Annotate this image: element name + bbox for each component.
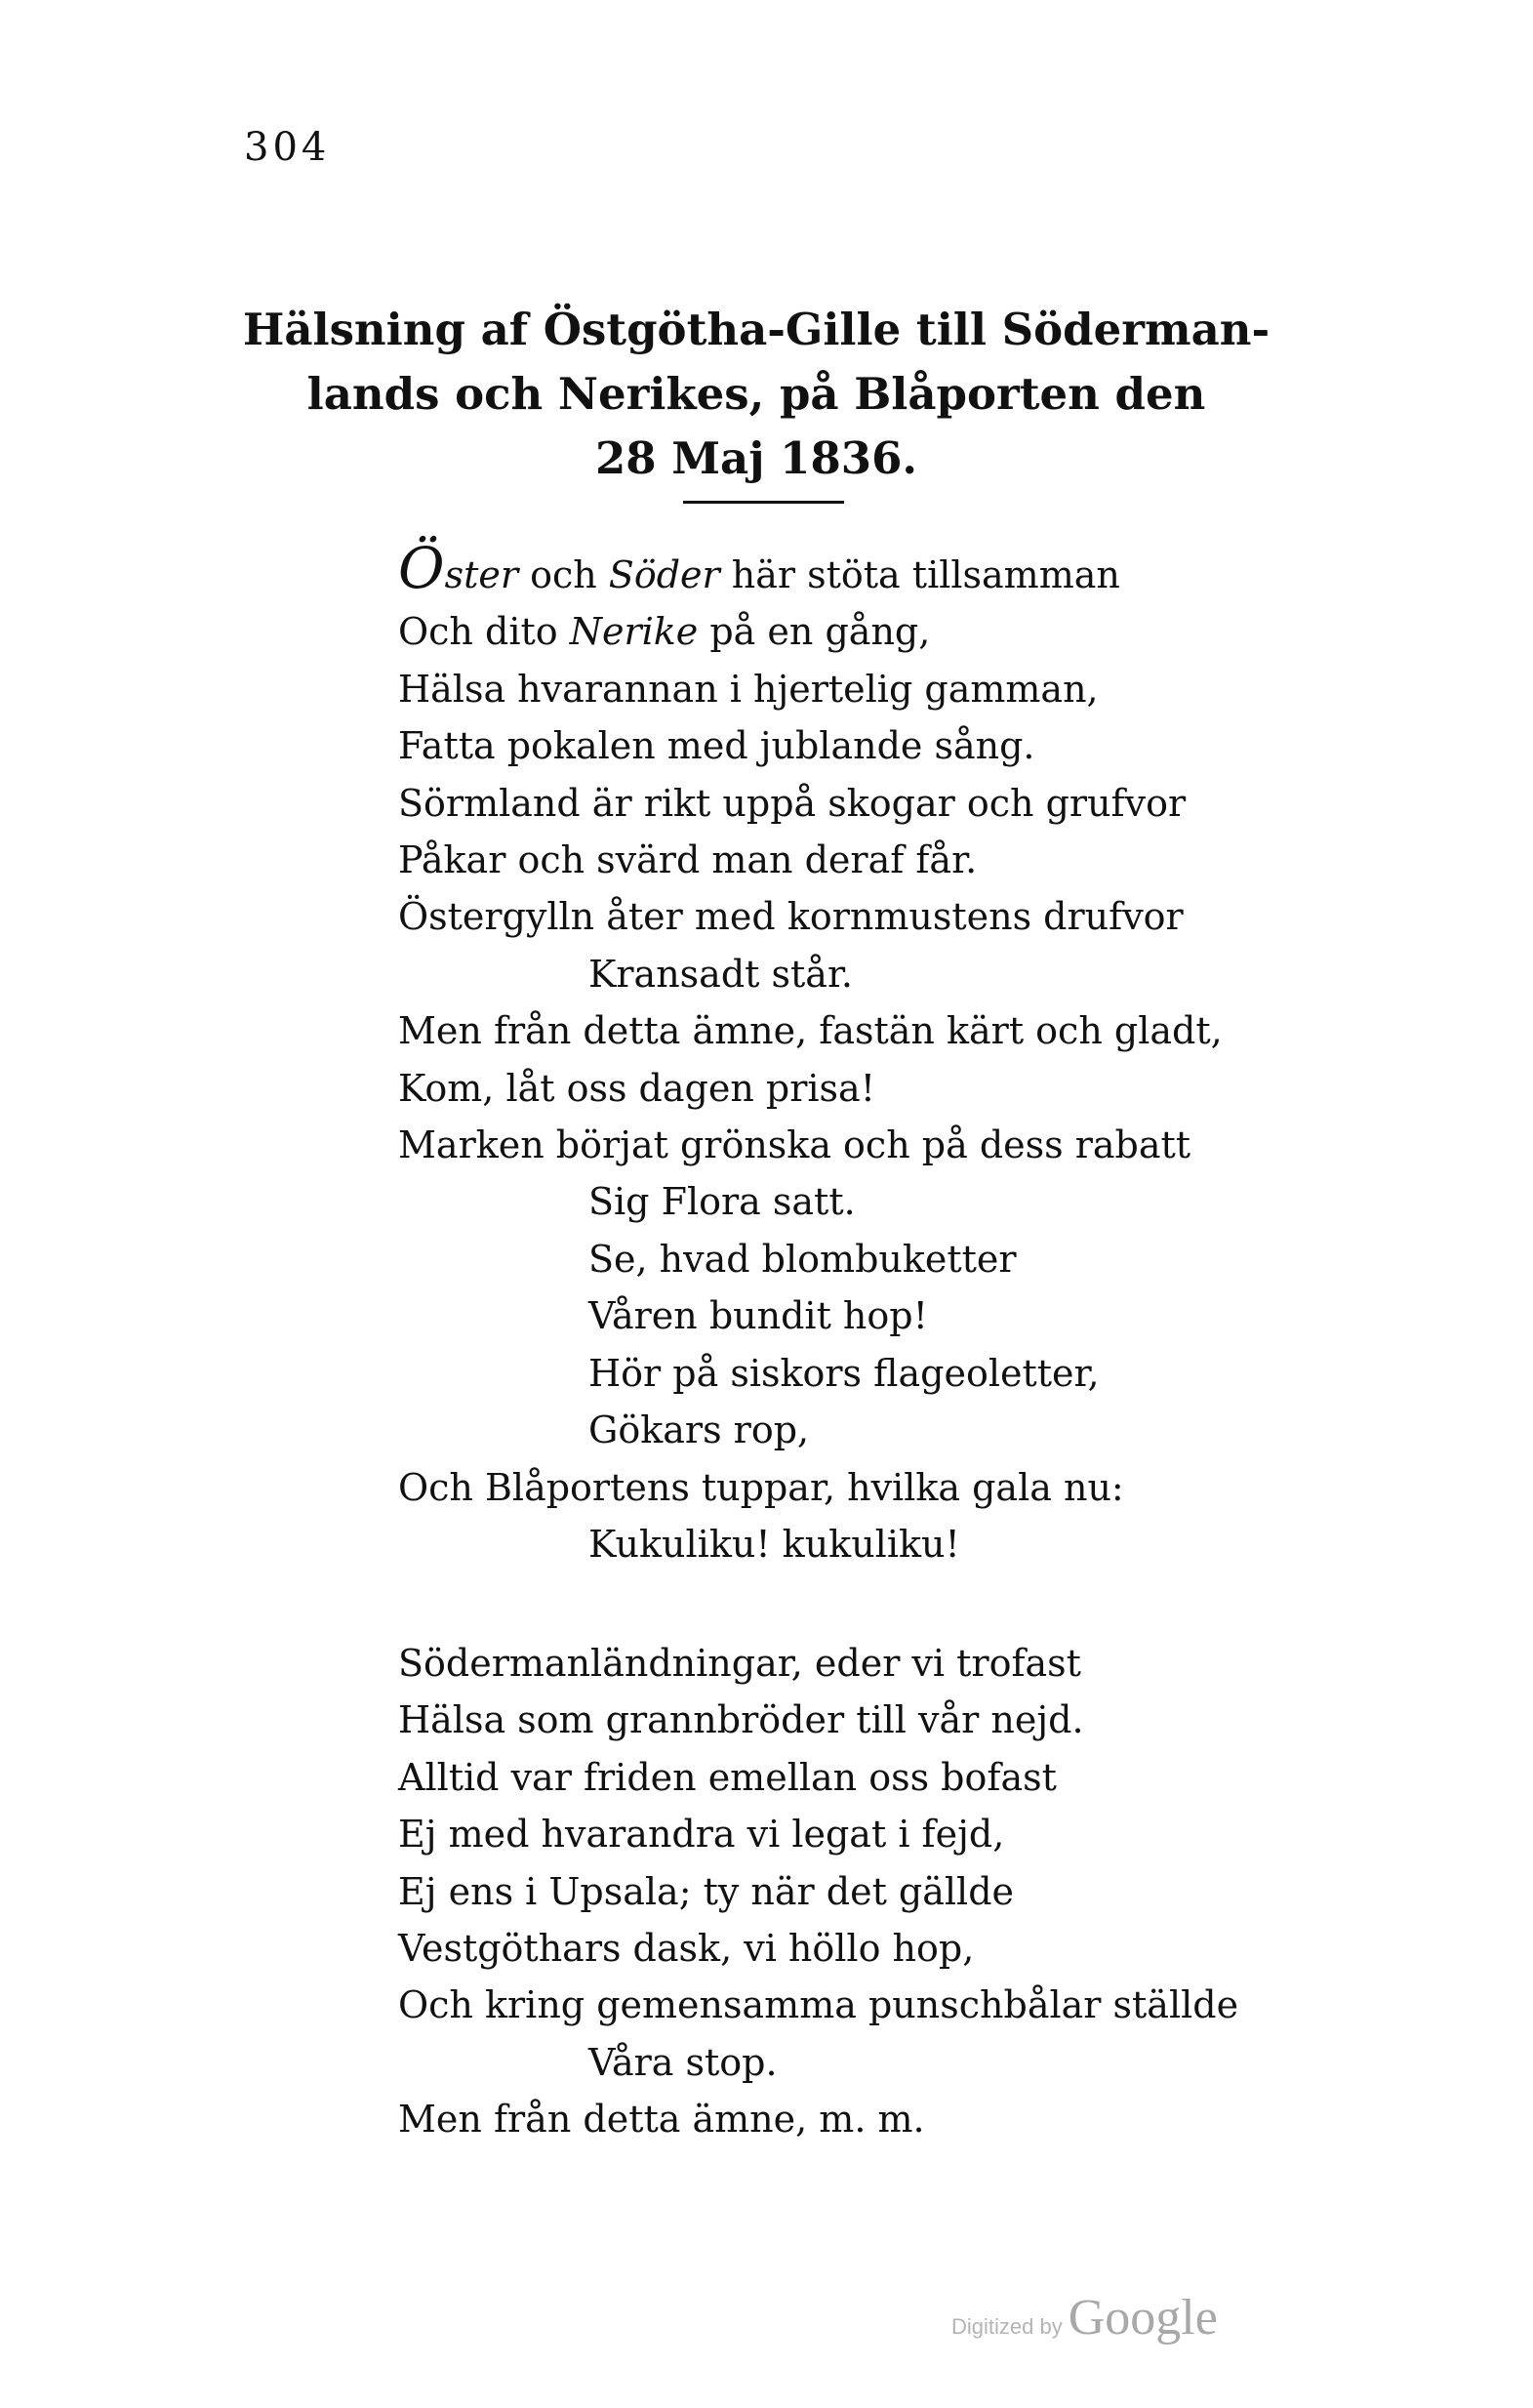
verse-text: Och dito	[398, 610, 570, 654]
title-divider	[683, 501, 844, 504]
title-line: lands och Nerikes, på Blåporten den	[306, 368, 1206, 420]
poem-title	[195, 298, 1317, 491]
title-line: Hälsning af Östgötha-Gille till Söderman-	[242, 304, 1271, 355]
google-wordmark: Google	[1068, 2290, 1218, 2346]
verse-word-italic: Söder	[608, 553, 720, 596]
verse-line-indented: Kukuliku! kukuliku!	[588, 1522, 960, 1566]
verse-line: Påkar och svärd man deraf får.	[398, 838, 978, 882]
verse-line: Hälsa som grannbröder till vår nejd.	[398, 1698, 1084, 1742]
verse-line: Och Blåportens tuppar, hvilka gala nu:	[398, 1465, 1124, 1509]
verse-text: här stöta tillsamman	[719, 553, 1120, 596]
digitized-credit	[951, 2289, 1218, 2347]
verse-word-italic: ster	[444, 553, 518, 596]
verse-line: Hälsa hvarannan i hjertelig gamman,	[398, 667, 1099, 711]
verse-line: Men från detta ämne, m. m.	[398, 2098, 925, 2142]
verse-line: Fatta pokalen med jublande sång.	[398, 724, 1035, 768]
verse-line: Alltid var friden emellan oss bofast	[398, 1755, 1057, 1799]
verse-word-italic: Nerike	[569, 610, 699, 654]
verse-line-indented: Kransadt står.	[588, 952, 854, 996]
verse-line: Men från detta ämne, fastän kärt och gladt,	[398, 1009, 1223, 1053]
verse-line: Södermanländningar, eder vi trofast	[398, 1642, 1081, 1685]
verse-text: på en gång,	[698, 610, 931, 654]
stanza-1	[398, 535, 1223, 1572]
verse-line: Vestgöthars dask, vi höllo hop,	[398, 1927, 975, 1971]
digitized-label: Digitized by	[951, 2314, 1063, 2339]
verse-line: Marken börjat grönska och på dess rabatt	[398, 1123, 1191, 1167]
verse-word: och	[518, 553, 609, 596]
verse-line-indented: Våren bundit hop!	[588, 1294, 928, 1338]
verse-line-indented: Våra stop.	[588, 2040, 778, 2084]
verse-line-indented: Sig Flora satt.	[588, 1180, 856, 1224]
verse-line-indented: Gökars rop,	[588, 1408, 810, 1452]
verse-line	[398, 535, 1223, 603]
verse-line: Ej ens i Upsala; ty när det gällde	[398, 1869, 1015, 1913]
title-line: 28 Maj 1836.	[594, 432, 918, 484]
verse-line-indented: Se, hvad blombuketter	[588, 1237, 1017, 1281]
page-number: 304	[244, 125, 331, 170]
verse-line: Och kring gemensamma punschbålar ställde	[398, 1983, 1239, 2027]
verse-line-indented: Hör på siskors flageoletter,	[588, 1351, 1100, 1395]
verse-line: Kom, låt oss dagen prisa!	[398, 1066, 875, 1110]
drop-initial: Ö	[398, 535, 445, 601]
verse-line	[398, 603, 1223, 660]
verse-line: Sörmland är rikt uppå skogar och grufvor	[398, 781, 1187, 825]
stanza-2	[398, 1635, 1238, 2148]
verse-line: Ej med hvarandra vi legat i fejd,	[398, 1813, 1005, 1857]
verse-line: Östergylln åter med kornmustens drufvor	[398, 895, 1184, 939]
